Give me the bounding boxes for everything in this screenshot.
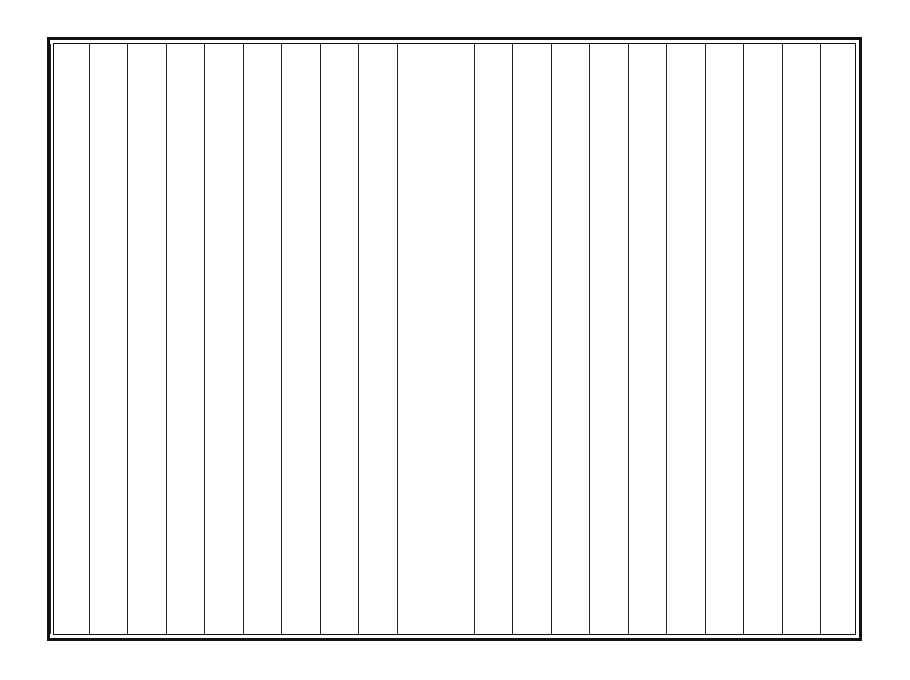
text-column: [283, 50, 318, 635]
text-column: [553, 50, 588, 635]
text-column: [91, 50, 126, 635]
column-rule: [705, 44, 706, 634]
text-column: [245, 50, 280, 635]
column-rule: [628, 44, 629, 634]
column-rule: [397, 44, 398, 634]
text-column: [591, 50, 626, 635]
text-column: [206, 50, 241, 635]
column-rule: [320, 44, 321, 634]
text-column: [52, 50, 87, 635]
text-column: [784, 50, 819, 635]
column-rule: [589, 44, 590, 634]
column-rule: [743, 44, 744, 634]
column-rule: [50, 44, 51, 634]
text-column: [322, 50, 357, 635]
text-column: [822, 50, 857, 635]
column-rule: [204, 44, 205, 634]
text-column: [399, 50, 434, 635]
text-column: [360, 50, 395, 635]
column-rule: [666, 44, 667, 634]
column-rule: [89, 44, 90, 634]
text-columns: [50, 40, 859, 638]
text-column: [707, 50, 742, 635]
column-rule: [127, 44, 128, 634]
text-column: [745, 50, 780, 635]
text-column: [630, 50, 665, 635]
text-column: [168, 50, 203, 635]
column-rule: [281, 44, 282, 634]
column-rule: [243, 44, 244, 634]
column-rule: [782, 44, 783, 634]
text-column: [129, 50, 164, 635]
column-rule: [551, 44, 552, 634]
page-frame: [47, 37, 862, 641]
column-rule: [358, 44, 359, 634]
column-rule: [166, 44, 167, 634]
center-column: [430, 46, 480, 638]
text-column: [514, 50, 549, 635]
text-column: [476, 50, 511, 635]
column-rule: [512, 44, 513, 634]
column-rule: [820, 44, 821, 634]
text-column: [668, 50, 703, 635]
